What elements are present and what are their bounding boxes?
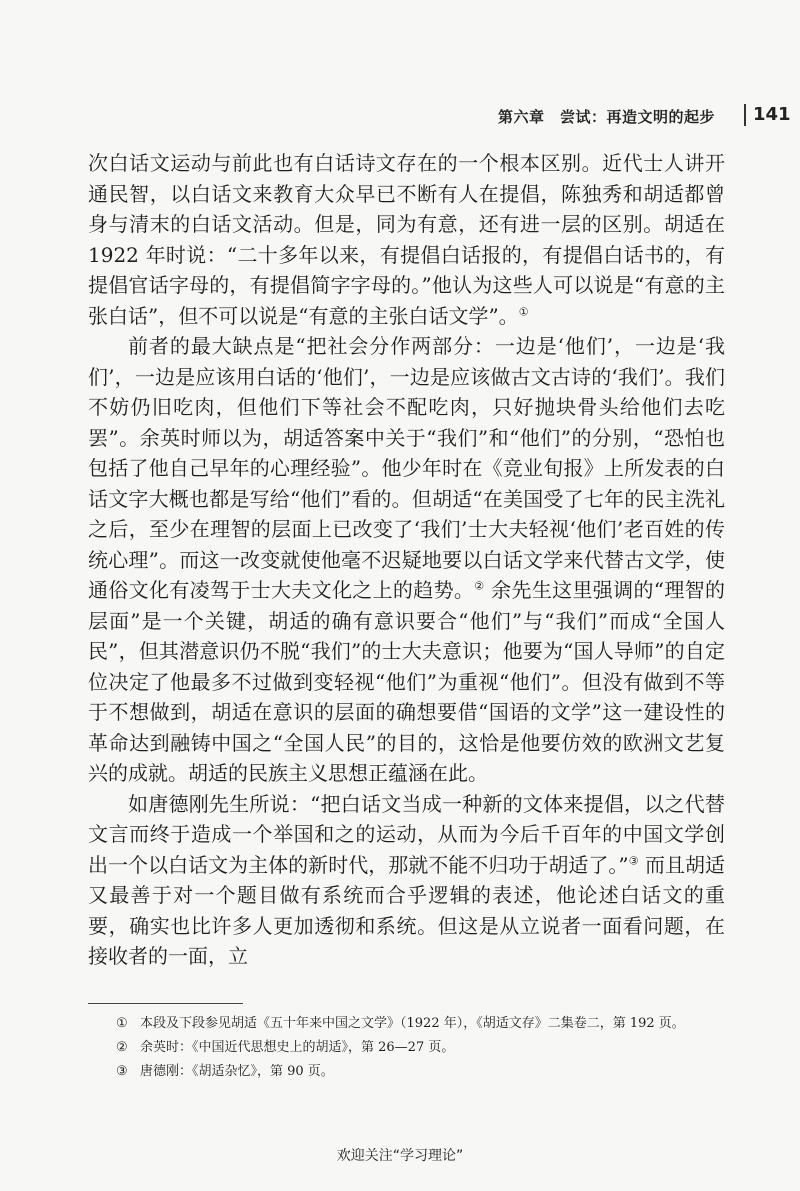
footer-text: 欢迎关注“学习理论” bbox=[336, 1148, 464, 1164]
footnote-mark: ① bbox=[116, 1016, 128, 1031]
running-header bbox=[0, 100, 800, 134]
paragraph-2: 前者的最大缺点是“把社会分作两部分：一边是‘他们’，一边是‘我们’，一边是应该用白话的‘他们’，一边是应该做古文古诗的‘我们’。我们不妨仍旧吃肉，但他们下等社会不配吃肉，只好抛块骨头给他们去吃罢”。余英时师以为，胡适答案中关于“我们”和“他们”的分别，“恐怕也包括了他自己早年的心理经验”。他少年时在《竞业旬报》上所发表的白话文字大概也都是写给“他们”看的。但胡适“在美国受了七年的民主洗礼之后，至少在理智的层面上已改变了‘我们’士大夫轻视‘他们’老百姓的传统心理”。而这一改变就使他毫不迟疑地要以白话文学来代替古文学，使通俗文化有凌驾于士大夫文化之上的趋势。② 余先生这里强调的“理智的层面”是一个关键，胡适的确有意识要合“他们”与“我们”而成“全国人民”，但其潜意识仍不脱“我们”的士大夫意识；他要为“国人导师”的自定位决定了他最多不过做到变轻视“他们”为重视“他们”。但没有做到不等于不想做到，胡适在意识的层面的确想要借“国语的文学”这一建设性的革命达到融铸中国之“全国人民”的目的，这恰是他要仿效的欧洲文艺复兴的成就。胡适的民族主义思想正蕴涵在此。 bbox=[88, 334, 725, 785]
paragraph-1: 次白话文运动与前此也有白话诗文存在的一个根本区别。近代士人讲开通民智，以白话文来教育大众早已不断有人在提倡，陈独秀和胡适都曾身与清末的白话文活动。但是，同为有意，还有进一层的区别。胡适在 1922 年时说：“二十多年以来，有提倡白话报的，有提倡白话书的，有提倡官话字母的，有提倡简字字母的。”他认为这些人可以说是“有意的主张白话”，但不可以说是“有意的主张白话文学”。① bbox=[88, 151, 725, 328]
footnote-ref-1[interactable]: ① bbox=[518, 304, 529, 318]
footnote-mark: ③ bbox=[116, 1064, 128, 1079]
footnote-2 bbox=[116, 1037, 726, 1058]
footnotes bbox=[116, 1013, 726, 1085]
chapter-title: 第六章 尝试：再造文明的起步 bbox=[498, 108, 716, 126]
footnote-ref-2[interactable]: ② bbox=[474, 579, 485, 593]
body-text bbox=[88, 148, 725, 972]
footnote-separator bbox=[88, 1003, 243, 1004]
footnote-text: 唐德刚：《胡适杂忆》，第 90 页。 bbox=[140, 1064, 334, 1079]
paragraph-3: 如唐德刚先生所说：“把白话文当成一种新的文体来提倡，以之代替文言而终于造成一个举国和之的运动，从而为今后千百年的中国文学创出一个以白话文为主体的新时代，那就不能不归功于胡适了。”③ 而且胡适又最善于对一个题目做有系统而合乎逻辑的表述，他论述白话文的重要，确实也比许多人更加透彻和系统。但这是从立说者一面看问题，在接收者的一面，立 bbox=[88, 791, 725, 968]
header-divider bbox=[744, 104, 746, 126]
footnote-text: 余英时：《中国近代思想史上的胡适》，第 26—27 页。 bbox=[140, 1040, 455, 1055]
footnote-1 bbox=[116, 1013, 726, 1034]
footnote-3 bbox=[116, 1061, 726, 1082]
footnote-mark: ② bbox=[116, 1040, 128, 1055]
page-number: 141 bbox=[753, 104, 791, 125]
footnote-text: 本段及下段参见胡适《五十年来中国之文学》（1922 年），《胡适文存》二集卷二，第 192 页。 bbox=[140, 1016, 685, 1031]
footnote-ref-3[interactable]: ③ bbox=[628, 853, 639, 867]
